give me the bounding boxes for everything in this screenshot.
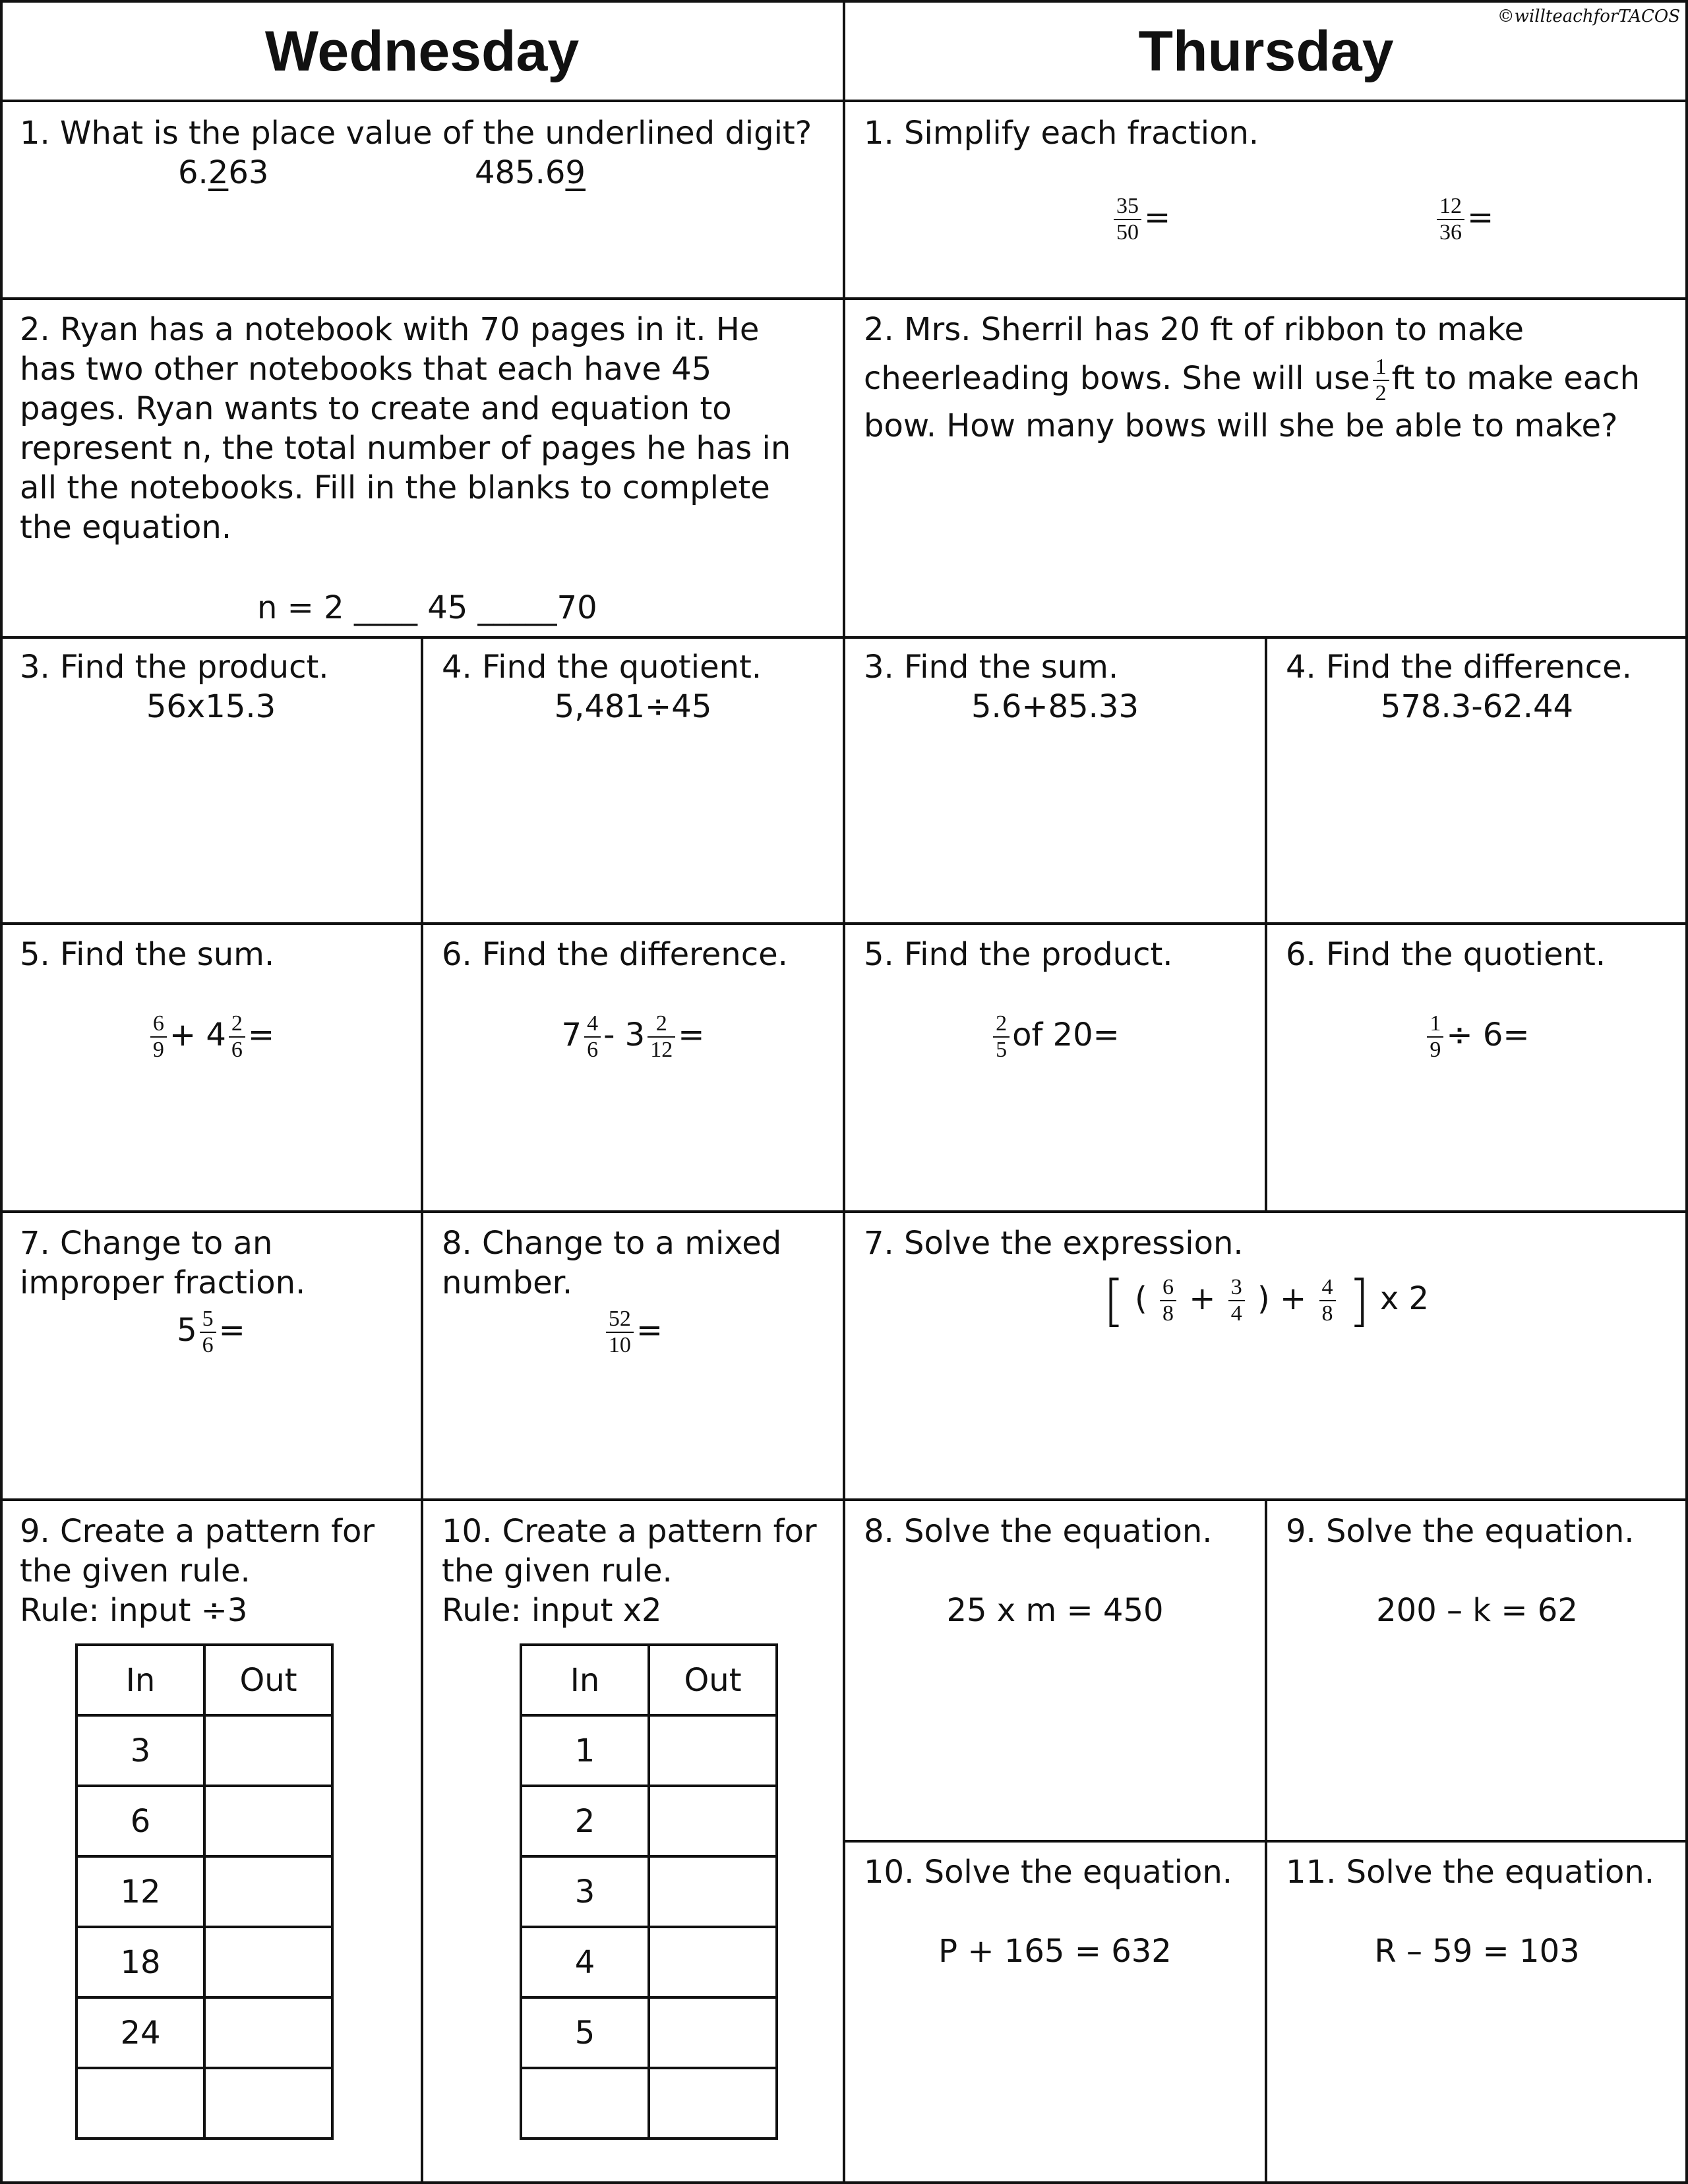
wed-q8-line2: number.: [442, 1264, 573, 1301]
out-cell[interactable]: [204, 1715, 332, 1786]
wed-q1-prompt: 1. What is the place value of the underlined digit?: [20, 115, 812, 152]
wed-q10-line1: 10. Create a pattern for: [442, 1513, 817, 1550]
wed-q9-table: [75, 1643, 334, 2140]
in-cell: 6: [76, 1786, 204, 1856]
wed-q7-line1: 7. Change to an: [20, 1225, 273, 1262]
thu-q1-frac-a: $\frac{35}{50}$ =: [1111, 191, 1170, 245]
wed-q3-expr: 56x15.3: [146, 688, 276, 725]
credit-text: ©willteachforTACOS: [1497, 7, 1680, 26]
in-cell[interactable]: [521, 2068, 649, 2139]
wed-q5-prompt: 5. Find the sum.: [20, 936, 275, 973]
wed-q2-equation: n = 2 ____ 45 _____70: [257, 589, 597, 626]
wed-q9-rule: Rule: input ÷3: [20, 1592, 248, 1629]
table-row: [521, 1856, 777, 1927]
in-cell: 1: [521, 1715, 649, 1786]
table-row: [521, 1927, 777, 1997]
out-cell[interactable]: [204, 1786, 332, 1856]
in-cell: 3: [521, 1856, 649, 1927]
thu-q10-prompt: 10. Solve the equation.: [864, 1854, 1233, 1891]
thu-q1-prompt: 1. Simplify each fraction.: [864, 115, 1259, 152]
thu-q8-eq: 25 x m = 450: [946, 1592, 1164, 1629]
wed-q10-rule: Rule: input x2: [442, 1592, 662, 1629]
thu-q9-eq: 200 – k = 62: [1376, 1592, 1578, 1629]
wed-q5-expr: $\frac{6}{9}$ + 4 $\frac{2}{6}$ =: [0, 1009, 422, 1063]
thu-q8-prompt: 8. Solve the equation.: [864, 1513, 1213, 1550]
thu-q7-expr: [ ( $\frac{6}{8}$ + $\frac{3}{4}$ ) + $\frac{4}{8}$ ] x 2: [1102, 1268, 1430, 1333]
thu-q4-expr: 578.3-62.44: [1380, 688, 1574, 725]
out-cell[interactable]: [649, 2068, 777, 2139]
out-cell[interactable]: [649, 1715, 777, 1786]
in-cell: 24: [76, 1997, 204, 2068]
in-cell: 3: [76, 1715, 204, 1786]
thu-q2-line3: bow. How many bows will she be able to make?: [864, 407, 1618, 444]
wed-q7-expr: 5 $\frac{5}{6}$ =: [177, 1307, 245, 1357]
thu-q2-line1: 2. Mrs. Sherril has 20 ft of ribbon to make: [864, 311, 1524, 348]
wed-q6-prompt: 6. Find the difference.: [442, 936, 788, 973]
table-row: [521, 1997, 777, 2068]
wed-q7-line2: improper fraction.: [20, 1264, 306, 1301]
table-row: [521, 1645, 777, 1715]
table-row: [76, 2068, 332, 2139]
thu-q11-prompt: 11. Solve the equation.: [1286, 1854, 1655, 1891]
thu-q6-expr: $\frac{1}{9}$ ÷ 6=: [1266, 1009, 1688, 1063]
thu-q5-expr: $\frac{2}{5}$ of 20=: [844, 1009, 1266, 1063]
in-cell: 18: [76, 1927, 204, 1997]
in-cell: 4: [521, 1927, 649, 1997]
thu-q11-eq: R – 59 = 103: [1374, 1933, 1580, 1970]
out-cell[interactable]: [204, 1997, 332, 2068]
thu-q2-line2: cheerleading bows. She will use $\frac{1}{2}$ ft to make each: [864, 355, 1641, 405]
wed-q8-expr: $\frac{52}{10}$ =: [422, 1304, 844, 1358]
table-row: [76, 1856, 332, 1927]
in-cell: 5: [521, 1997, 649, 2068]
table-row: [76, 1997, 332, 2068]
thu-q6-prompt: 6. Find the quotient.: [1286, 936, 1606, 973]
out-header: Out: [204, 1645, 332, 1715]
wed-q9-line2: the given rule.: [20, 1552, 251, 1589]
wed-q4-prompt: 4. Find the quotient.: [442, 649, 762, 686]
wed-q4-expr: 5,481÷45: [554, 688, 712, 725]
table-row: [76, 1786, 332, 1856]
in-header: In: [76, 1645, 204, 1715]
wed-q1-number-a: 6.263: [178, 154, 269, 191]
wed-q6-expr: 7 $\frac{4}{6}$ - 3 $\frac{2}{12}$ =: [561, 1011, 705, 1062]
table-row: [76, 1927, 332, 1997]
wed-q8-line1: 8. Change to a mixed: [442, 1225, 782, 1262]
thu-q7-prompt: 7. Solve the expression.: [864, 1225, 1244, 1262]
table-row: [521, 1715, 777, 1786]
out-cell[interactable]: [649, 1997, 777, 2068]
table-row: [76, 1645, 332, 1715]
table-row: [521, 1786, 777, 1856]
wed-q1-number-b: 485.69: [475, 154, 586, 191]
in-cell: 2: [521, 1786, 649, 1856]
header-thursday: Thursday: [1138, 20, 1394, 83]
thu-q9-prompt: 9. Solve the equation.: [1286, 1513, 1635, 1550]
out-cell[interactable]: [649, 1927, 777, 1997]
out-cell[interactable]: [649, 1856, 777, 1927]
thu-q10-eq: P + 165 = 632: [938, 1933, 1172, 1970]
thu-q5-prompt: 5. Find the product.: [864, 936, 1173, 973]
wed-q10-table: [520, 1643, 778, 2140]
out-cell[interactable]: [649, 1786, 777, 1856]
in-cell: 12: [76, 1856, 204, 1927]
in-header: In: [521, 1645, 649, 1715]
wed-q10-line2: the given rule.: [442, 1552, 673, 1589]
wed-q3-prompt: 3. Find the product.: [20, 649, 329, 686]
out-cell[interactable]: [204, 1856, 332, 1927]
out-cell[interactable]: [204, 1927, 332, 1997]
out-header: Out: [649, 1645, 777, 1715]
thu-q3-prompt: 3. Find the sum.: [864, 649, 1119, 686]
wed-q9-line1: 9. Create a pattern for: [20, 1513, 375, 1550]
thu-q1-frac-b: $\frac{12}{36}$ =: [1434, 191, 1493, 245]
wed-q2-text: 2. Ryan has a notebook with 70 pages in it. He has two other notebooks that each have 45 pages. Ryan wants to create and equation to represent n, the total number of pages he has in all the notebooks. Fill in the blanks to complete the equation.: [20, 311, 791, 546]
thu-q4-prompt: 4. Find the difference.: [1286, 649, 1632, 686]
header-wednesday: Wednesday: [264, 20, 580, 83]
in-cell[interactable]: [76, 2068, 204, 2139]
out-cell[interactable]: [204, 2068, 332, 2139]
table-row: [521, 2068, 777, 2139]
table-row: [76, 1715, 332, 1786]
thu-q3-expr: 5.6+85.33: [971, 688, 1139, 725]
